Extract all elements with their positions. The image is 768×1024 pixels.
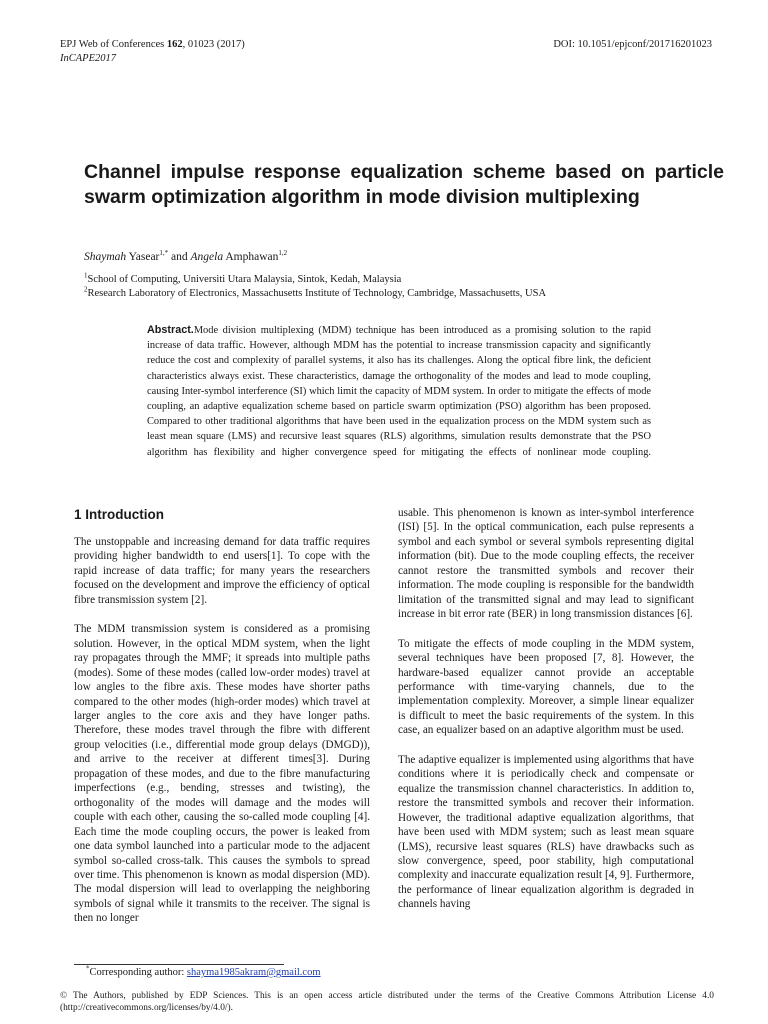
paragraph: To mitigate the effects of mode coupling in the MDM system, several techniques have been proposed [7, 8]. However, the hardware-based equalizer cannot provide an acceptable performance with time-varying channels, due to the implementation complexity. Moreover, a simple linear equalizer is difficult to meet the basic requirements of the system. In this case, an equalizer based on an adaptive algorithm must be used. — [398, 637, 694, 737]
footnote-mark: * — [86, 964, 90, 973]
author-2-given: Angela — [190, 251, 224, 263]
affiliations — [84, 273, 546, 301]
conference-name: InCAPE2017 — [60, 53, 116, 64]
author-2-affil-mark: 1,2 — [278, 249, 288, 258]
affiliation-1: $^1$School of Computing, Universiti Utara Malaysia, Sintok, Kedah, Malaysia — [84, 271, 402, 285]
running-header-left — [60, 38, 245, 66]
abstract-text: Mode division multiplexing (MDM) technique has been introduced as a promising solution to the rapid increase of data traffic. However, although MDM has the potential to increase transmission capacity and significantly reduce the cost and complexity of parallel systems, it also has its challenges. Along the optical fibre link, the deficient characteristics always exist. These characteristics, damage the orthogonality of the modes and lead to mode coupling, causing Inter-symbol interference (SI) which limit the capacity of MDM system. In order to mitigate the effects of mode coupling, an adaptive equalization scheme based on particle swarm optimization (PSO) algorithm has been proposed. Compared to other traditional algorithms that have been used in the equalization process on the MDM system such as least mean square (LMS) and recursive least squares (RLS) algorithms, simulation results demonstrate that the PSO algorithm has flexibility and higher convergence speed for mitigating the effects of nonlinear mode coupling. — [147, 325, 651, 458]
journal-citation — [60, 38, 245, 52]
license-notice: © The Authors, published by EDP Sciences. This is an open access article distributed under the terms of the Creative Commons Attribution License 4.0 (http://creativecommons.org/licenses/by/4.0/). — [60, 991, 714, 1014]
affiliation-2: $^2$Research Laboratory of Electronics, Massachusetts Institute of Technology, Cambridge, Massachusetts, USA — [84, 285, 547, 299]
journal-volume: 162 — [166, 39, 183, 50]
paragraph: The MDM transmission system is considered as a promising solution. However, in the optical MDM system, when the light ray propagates through the MMF; it spreads into multiple paths (modes). Some of these modes (called low-order modes) travel at low angles to the fibre axis. These modes have shorter paths compared to the other modes (high-order modes) which travel at larger angles to the core axis and they have longer paths. Therefore, these modes travel through the fibre with different group velocities (i.e., differential mode group delays (DMGD)), and arrive to the receiver at different times[3]. During propagation of these modes, and due to the fibre manufacturing imperfections (e.g., bending, stresses and twisting), the orthogonality of the modes will damage and the modes will couple with each other, causing the so-called mode coupling [4]. Each time the mode coupling occurs, the power is leaked from one data symbol launched into a particular mode to the adjacent symbol so-called cross-talk. This causes the symbols to spread over time. This phenomenon is known as modal dispersion (MD). The modal dispersion will lead to overlapping the neighboring symbols of signal while it transmits to the receiver. The signal is then no longer — [74, 623, 370, 925]
paragraph: usable. This phenomenon is known as inter-symbol interference (ISI) [5]. In the optical communication, each pulse represents a symbol and each symbol or several symbols representing digital information (bit). Due to the mode coupling effects, the receiver cannot restore the transmitted symbols and recover their information. The mode coupling is responsible for the bandwidth limitation of the transmitted signal and may lead to significant increase in bit error rate (BER) in long transmission distances [6]. — [398, 507, 694, 621]
journal-name: EPJ Web of Conferences — [60, 39, 167, 50]
footnote-label: Corresponding author: — [89, 967, 187, 978]
abstract-label: Abstract. — [147, 324, 194, 336]
footnote — [86, 966, 321, 980]
author-1-affil-mark: 1,* — [159, 249, 169, 258]
section-heading: 1 Introduction — [74, 507, 164, 522]
author-line — [84, 250, 287, 264]
article-number: , 01023 (2017) — [182, 39, 245, 50]
corresponding-email-link[interactable]: shayma1985akram@gmail.com — [186, 967, 321, 978]
paper-title: Channel impulse response equalization scheme based on particle swarm optimization algorithm in mode division multiplexing — [84, 161, 724, 208]
author-1-given: Shaymah — [84, 251, 127, 263]
doi[interactable]: DOI: 10.1051/epjconf/201716201023 — [553, 39, 712, 50]
right-column — [398, 506, 694, 912]
footnote-divider — [74, 964, 284, 965]
paragraph: The unstoppable and increasing demand for data traffic requires providing higher bandwidth to end users[1]. To cope with the rapid increase of data traffic; for many years the researchers focused on the development and improve the efficiency of optical fibre transmission system [2]. — [74, 536, 370, 606]
abstract — [147, 323, 651, 460]
paragraph: The adaptive equalizer is implemented using algorithms that have conditions where it is periodically check and compensate or equalize the transmission channel characteristics. In addition to, restore the transmitted symbols and recover their information. However, the traditional adaptive equalization algorithms, that have been used with MDM system; such as least mean square (LMS), recursive least squares (RLS) have drawbacks such as slow convergence, speed, poor stability, high computational complexity and inaccurate equalization result [4, 9]. Furthermore, the performance of linear equalization algorithm is degraded in channels having — [398, 753, 694, 911]
author-2-family: Amphawan — [223, 251, 279, 263]
left-column — [74, 506, 370, 926]
author-1-family: Yasear — [126, 251, 160, 263]
author-conjunction: and — [168, 251, 191, 263]
